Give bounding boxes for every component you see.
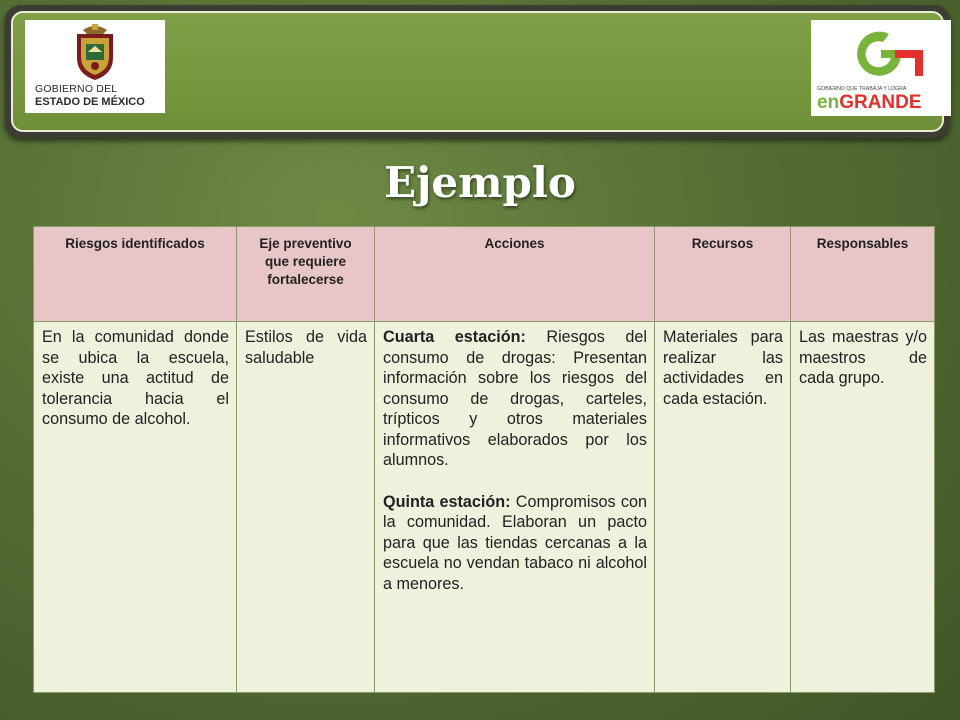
logo-brand	[817, 92, 922, 114]
engrande-logo	[811, 20, 951, 116]
green-g-logo-icon	[811, 20, 951, 84]
logo-brand-grande: GRANDE	[839, 92, 922, 113]
accion-lead: Cuarta estación:	[383, 328, 526, 346]
logo-text-gobierno: GOBIERNO DEL	[35, 83, 118, 95]
accion-text: Riesgos del consumo de drogas: Presentan información sobre los riesgos del consumo de drogas, carteles, trípticos y otros materiales informativos elaborados por los alumnos.	[383, 328, 647, 469]
header-recursos: Recursos	[655, 227, 791, 322]
estado-de-mexico-coat-of-arms-icon	[25, 22, 165, 82]
header-acciones: Acciones	[375, 227, 655, 322]
logo-text-estado: ESTADO DE MÉXICO	[35, 96, 145, 108]
logo-tagline: GOBIERNO QUE TRABAJA Y LOGRA	[817, 86, 907, 92]
page-title: Ejemplo	[384, 158, 576, 207]
table-row	[34, 322, 935, 693]
header-riesgos: Riesgos identificados	[34, 227, 237, 322]
prevention-plan-table	[33, 226, 935, 693]
gobierno-estado-mexico-logo	[25, 20, 165, 113]
header-eje-preventivo: Eje preventivo que requiere fortalecerse	[237, 227, 375, 322]
accion-lead: Quinta estación:	[383, 492, 511, 511]
accion-text: Compromisos con la comunidad. Elaboran un pacto para que las tiendas cercanas a la escuela no vendan tabaco ni alcohol a menores.	[383, 492, 647, 593]
cell-recursos: Materiales para realizar las actividades en cada estación.	[655, 322, 791, 693]
cell-eje: Estilos de vida saludable	[237, 322, 375, 693]
cell-acciones	[375, 322, 655, 693]
cell-responsables: Las maestras y/o maestros de cada grupo.	[791, 322, 935, 693]
accion-cuarta-estacion	[383, 327, 647, 471]
accion-quinta-estacion	[383, 492, 647, 595]
table-header-row	[34, 227, 935, 322]
cell-riesgos: En la comunidad donde se ubica la escuela, existe una actitud de tolerancia hacia el consumo de alcohol.	[34, 322, 237, 693]
header-responsables: Responsables	[791, 227, 935, 322]
logo-brand-en: en	[817, 92, 840, 113]
